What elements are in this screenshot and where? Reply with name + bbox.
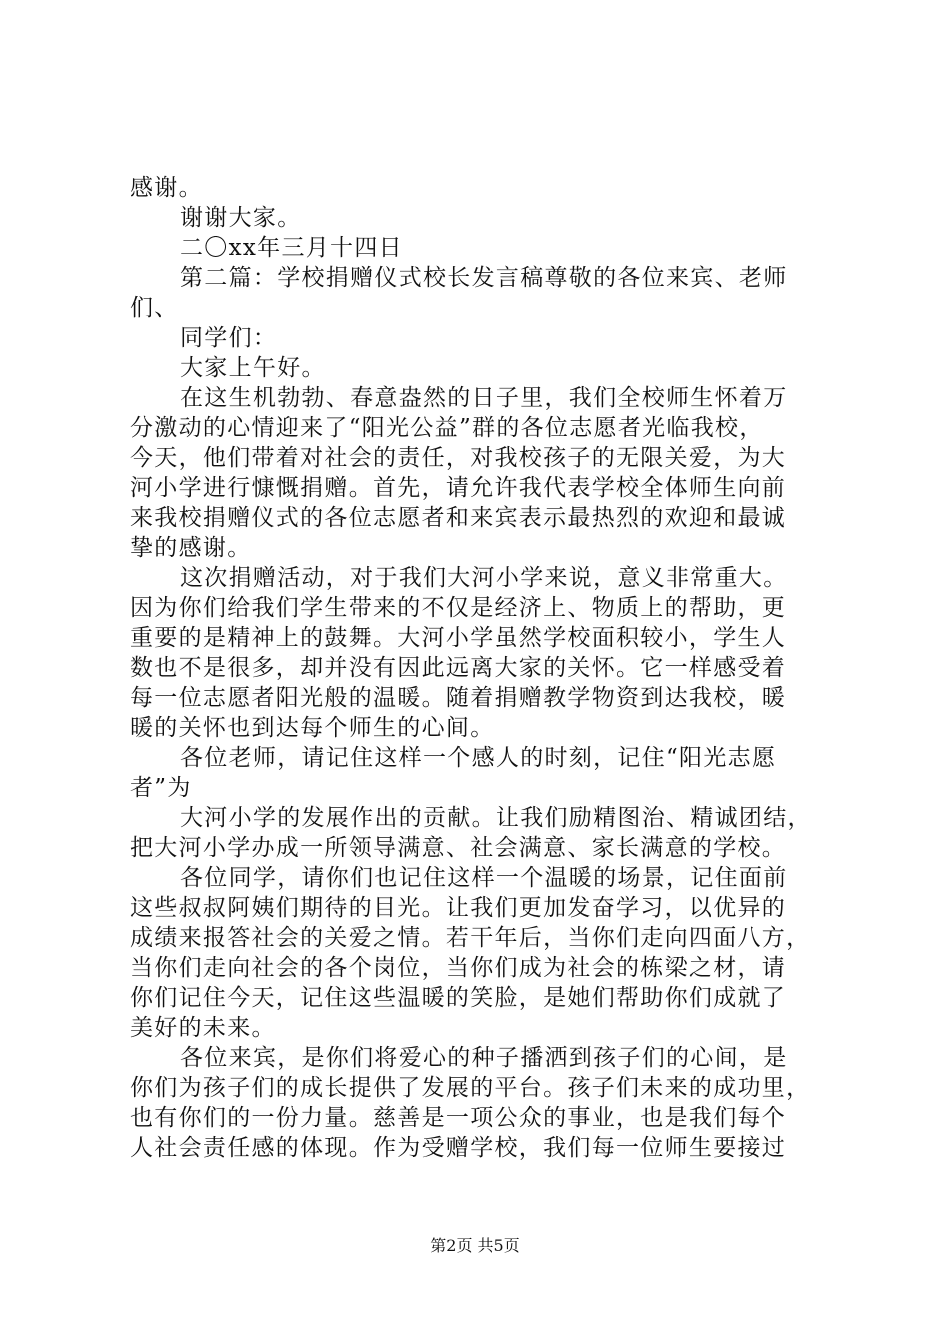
text-line: 今天，他们带着对社会的责任，对我校孩子的无限关爱，为大: [130, 445, 787, 471]
document-body: [130, 173, 830, 1163]
text-line: 各位同学，请你们也记住这样一个温暖的场景，记住面前: [180, 865, 788, 891]
text-line: 这次捐赠活动，对于我们大河小学来说，意义非常重大。: [180, 565, 788, 591]
text-line: 分激动的心情迎来了“阳光公益”群的各位志愿者光临我校，: [130, 415, 764, 441]
text-line: 因为你们给我们学生带来的不仅是经济上、物质上的帮助，更: [130, 595, 787, 621]
text-line: 你们记住今天，记住这些温暖的笑脸，是她们帮助你们成就了: [130, 985, 787, 1011]
text-line: 数也不是很多，却并没有因此远离大家的关怀。它一样感受着: [130, 655, 787, 681]
text-line: 挚的感谢。: [130, 535, 252, 561]
text-line: 人社会责任感的体现。作为受赠学校，我们每一位师生要接过: [130, 1135, 787, 1161]
text-line: 河小学进行慷慨捐赠。首先，请允许我代表学校全体师生向前: [130, 475, 787, 501]
page-footer: 第2页 共5页: [430, 1236, 520, 1255]
text-line: 同学们：: [180, 325, 278, 351]
text-line: 来我校捐赠仪式的各位志愿者和来宾表示最热烈的欢迎和最诚: [130, 505, 787, 531]
text-line: 大河小学的发展作出的贡献。让我们励精图治、精诚团结，: [180, 805, 812, 831]
text-line: 谢谢大家。: [180, 205, 302, 231]
text-line: 们、: [130, 295, 179, 321]
text-line: 这些叔叔阿姨们期待的目光。让我们更加发奋学习，以优异的: [130, 895, 787, 921]
text-line: 美好的未来。: [130, 1015, 276, 1041]
text-line: 也有你们的一份力量。慈善是一项公众的事业，也是我们每个: [130, 1105, 787, 1131]
text-line: 二〇xx年三月十四日: [180, 235, 403, 261]
text-line: 感谢。: [130, 175, 203, 201]
text-line: 每一位志愿者阳光般的温暖。随着捐赠教学物资到达我校，暖: [130, 685, 787, 711]
text-line: 第二篇：学校捐赠仪式校长发言稿尊敬的各位来宾、老师: [180, 265, 788, 291]
text-line: 把大河小学办成一所领导满意、社会满意、家长满意的学校。: [130, 835, 787, 861]
text-line: 在这生机勃勃、春意盎然的日子里，我们全校师生怀着万: [180, 385, 788, 411]
text-line: 你们为孩子们的成长提供了发展的平台。孩子们未来的成功里，: [130, 1075, 811, 1101]
text-line: 各位老师，请记住这样一个感人的时刻，记住“阳光志愿: [180, 745, 777, 771]
text-line: 大家上午好。: [180, 355, 326, 381]
text-line: 暖的关怀也到达每个师生的心间。: [130, 715, 495, 741]
text-line: 者”为: [130, 775, 192, 801]
text-line: 成绩来报答社会的关爱之情。若干年后，当你们走向四面八方，: [130, 925, 811, 951]
text-line: 重要的是精神上的鼓舞。大河小学虽然学校面积较小，学生人: [130, 625, 787, 651]
text-line: 当你们走向社会的各个岗位，当你们成为社会的栋梁之材，请: [130, 955, 787, 981]
text-line: 各位来宾，是你们将爱心的种子播洒到孩子们的心间，是: [180, 1045, 788, 1071]
